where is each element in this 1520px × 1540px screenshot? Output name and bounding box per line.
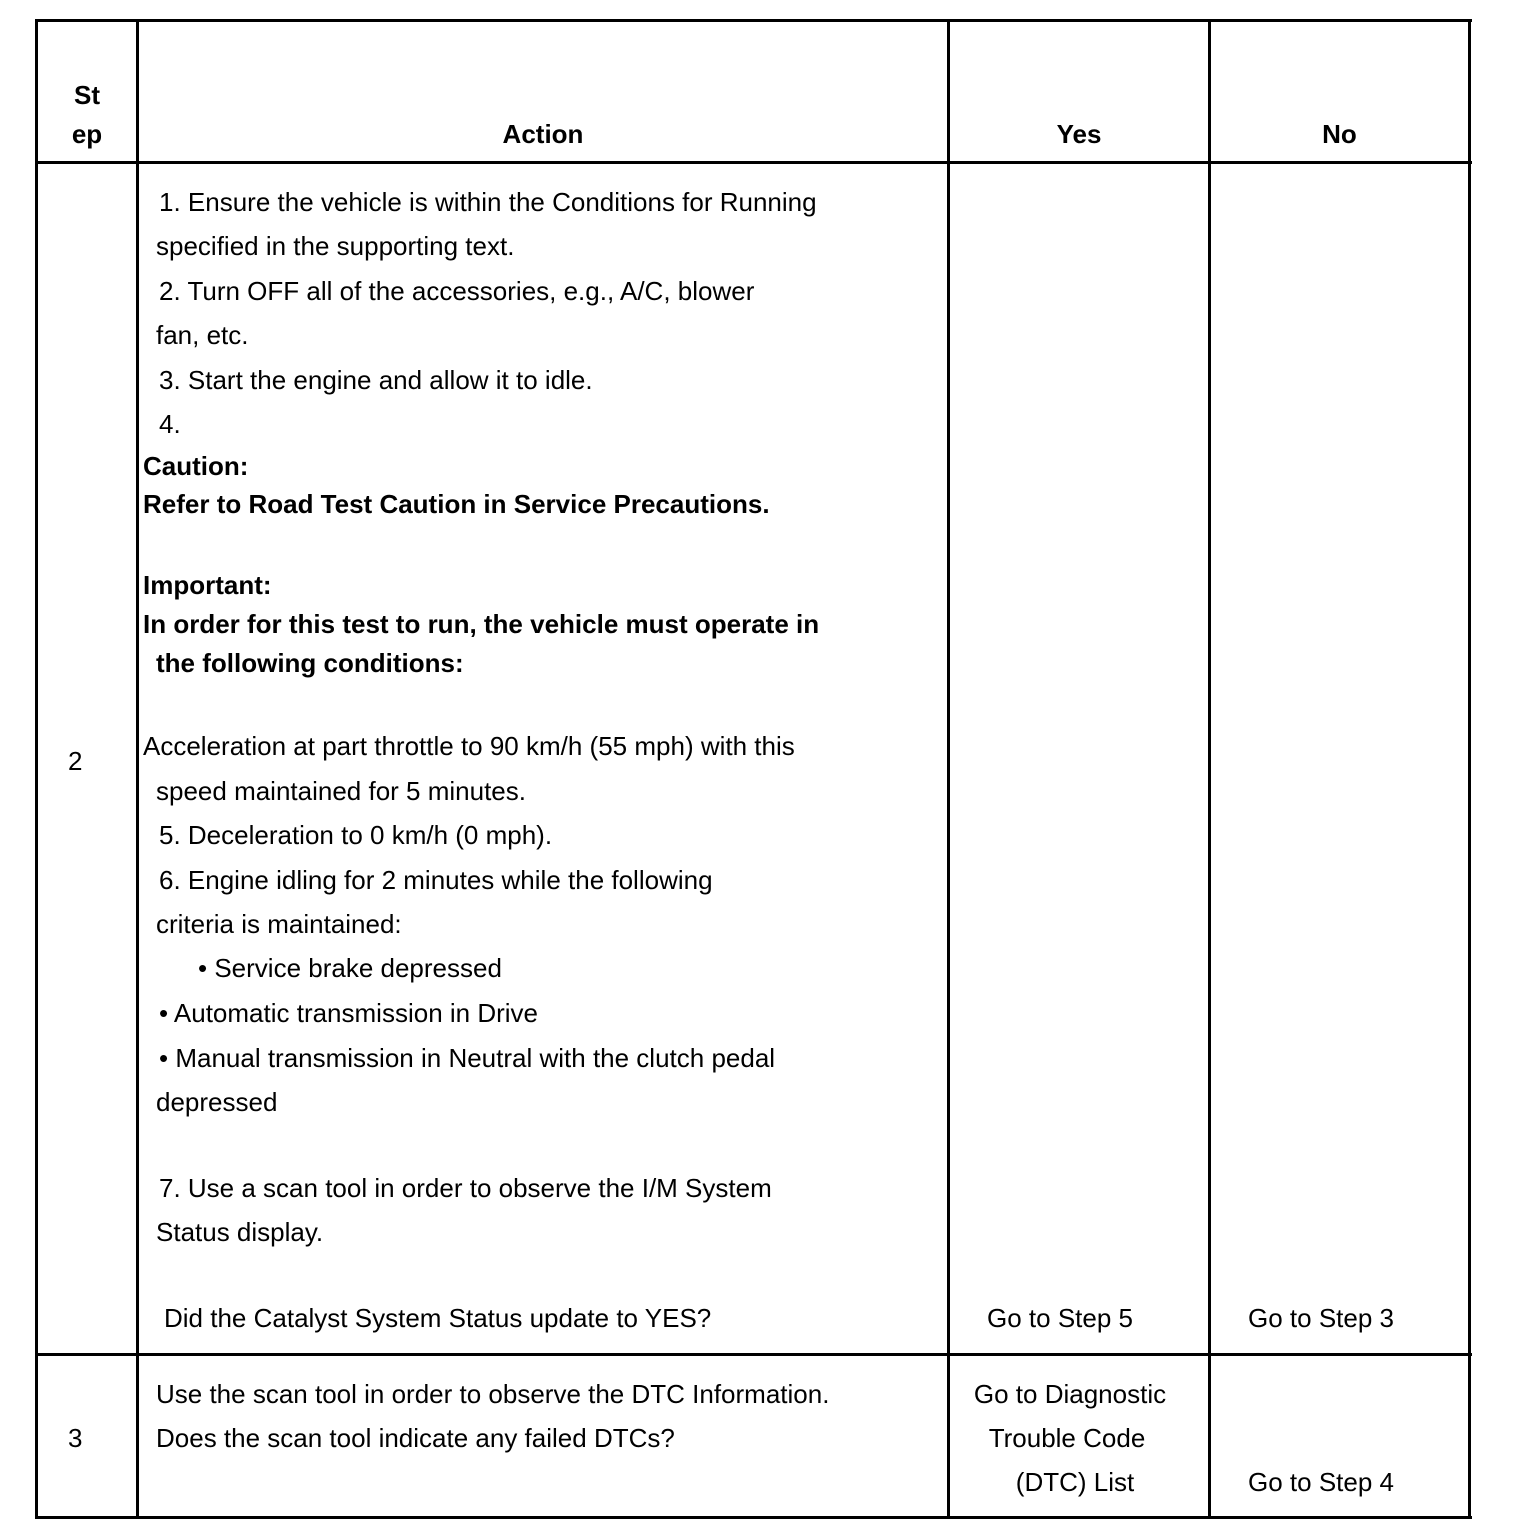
row-divider [35,1353,1472,1356]
caution-text: Refer to Road Test Caution in Service Precautions. [143,489,770,519]
header-step-line2: ep [71,119,103,149]
bullet-item: • Automatic transmission in Drive [159,998,539,1028]
action-line: depressed [156,1087,278,1117]
action-line: specified in the supporting text. [156,231,515,261]
action-line: 7. Use a scan tool in order to observe the I/M System [159,1173,772,1203]
action-line: Acceleration at part throttle to 90 km/h (55 mph) with this [143,731,795,761]
column-divider-action [947,19,950,1519]
header-no: No [1322,119,1357,149]
table-border-top [35,19,1472,22]
action-line: 2. Turn OFF all of the accessories, e.g., A/C, blower [159,276,755,306]
yes-result: Trouble Code [988,1423,1146,1453]
caution-label: Caution: [143,451,249,481]
important-text: the following conditions: [156,648,464,678]
table-border-right [1468,19,1471,1519]
header-step-line1: St [74,80,100,110]
no-result: Go to Step 4 [1248,1467,1394,1497]
action-line: criteria is maintained: [156,909,402,939]
action-line: 5. Deceleration to 0 km/h (0 mph). [159,820,553,850]
action-line: Use the scan tool in order to observe the DTC Information. [156,1379,830,1409]
header-action: Action [502,119,584,149]
important-label: Important: [143,570,272,600]
yes-result: Go to Diagnostic [973,1379,1167,1409]
table-border-left [35,19,38,1519]
no-result: Go to Step 3 [1248,1303,1394,1333]
question-text: Did the Catalyst System Status update to YES? [164,1303,712,1333]
action-line: Status display. [156,1217,324,1247]
bullet-item: • Manual transmission in Neutral with the clutch pedal [159,1043,776,1073]
action-line: 1. Ensure the vehicle is within the Conditions for Running [159,187,817,217]
bullet-item: • Service brake depressed [198,953,502,983]
table-border-bottom [35,1516,1472,1519]
step-number: 2 [68,746,83,776]
action-line: speed maintained for 5 minutes. [156,776,526,806]
important-text: In order for this test to run, the vehicle must operate in [143,609,820,639]
action-line: 6. Engine idling for 2 minutes while the following [159,865,713,895]
yes-result: Go to Step 5 [987,1303,1133,1333]
header-divider [35,161,1472,164]
action-line: 3. Start the engine and allow it to idle. [159,365,593,395]
action-line: 4. [159,409,181,439]
action-line: fan, etc. [156,320,249,350]
yes-result: (DTC) List [1015,1467,1135,1497]
column-divider-step [136,19,139,1519]
column-divider-yes [1208,19,1211,1519]
step-number: 3 [68,1423,83,1453]
question-text: Does the scan tool indicate any failed DTCs? [156,1423,675,1453]
header-yes: Yes [1056,119,1102,149]
